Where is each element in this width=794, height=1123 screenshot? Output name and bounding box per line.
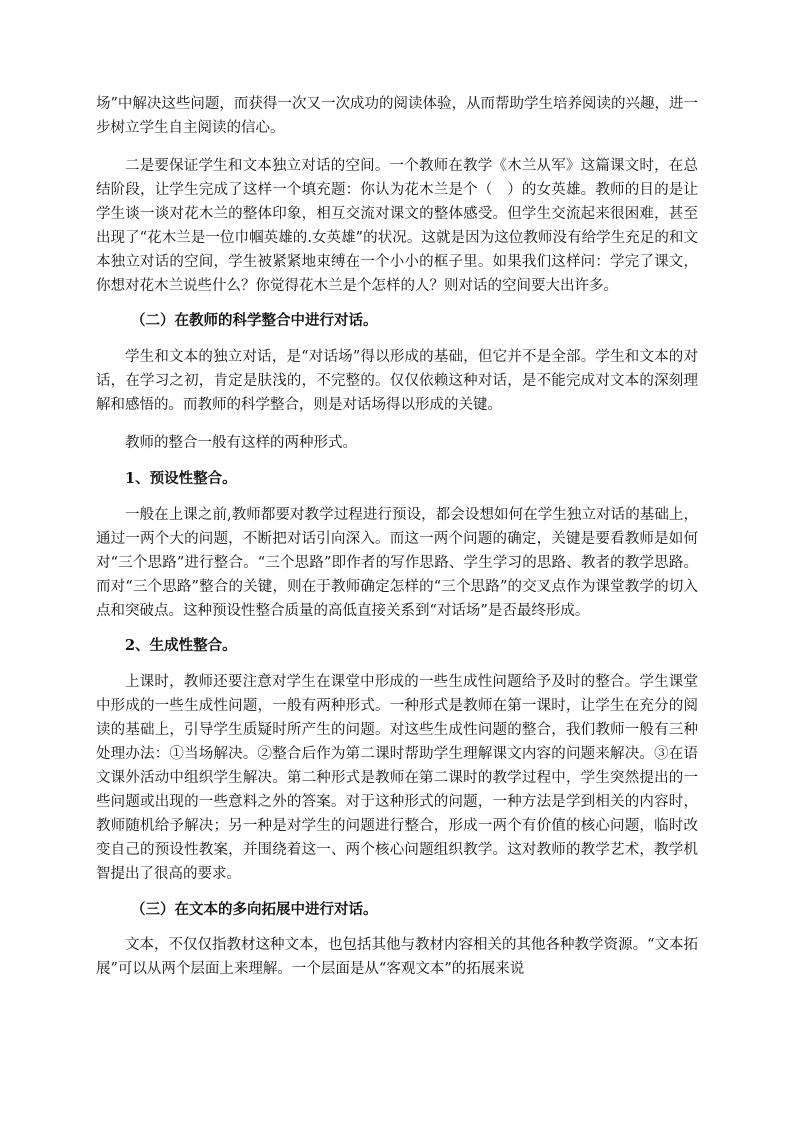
paragraph-preset-integration: 一般在上课之前,教师都要对教学过程进行预设，都会设想如何在学生独立对话的基础上，通过一两个大的问题，不断把对话引向深入。而这一两个问题的确定，关键是要看教师是如何对“三个思路”进行整合。“三个思路”即作者的写作思路、学生学习的思路、教者的教学思路。而对“三个思路”整合的关键，则在于教师确定怎样的“三个思路”的交叉点作为课堂教学的切入点和突破点。这种预设性整合质量的高低直接关系到“对话场”是否最终形成。 xyxy=(96,507,698,619)
paragraph-text-expansion: 文本，不仅仅指教材这种文本，也包括其他与教材内容相关的其他各种教学资源。“文本拓展”可以从两个层面上来理解。一个层面是从“客观文本”的拓展来说 xyxy=(96,937,698,977)
paragraph-independent-dialogue: 学生和文本的独立对话，是“对话场”得以形成的基础，但它并不是全部。学生和文本的对话，在学习之初，肯定是肤浅的，不完整的。仅仅依赖这种对话，是不能完成对文本的深刻理解和感悟的。而教师的科学整合，则是对话场得以形成的关键。 xyxy=(96,349,698,413)
document-page xyxy=(96,92,698,981)
paragraph-generative-integration: 上课时，教师还要注意对学生在课堂中形成的一些生成性问题给予及时的整合。学生课堂中形成的一些生成性问题，一般有两种形式。一种形式是教师在第一课时，让学生在充分的阅读的基础上，引导学生质疑时所产生的问题。对这些生成性问题的整合，我们教师一般有三种处理办法：①当场解决。②整合后作为第二课时帮助学生理解课文内容的问题来解决。③在语文课外活动中组织学生解决。第二种形式是教师在第二课时的教学过程中，学生突然提出的一些问题或出现的一些意料之外的答案。对于这种形式的问题，一种方法是学到相关的内容时，教师随机给予解决；另一种是对学生的问题进行整合，形成一两个有价值的核心问题，临时改变自己的预设性教案，并围绕着这一、两个核心问题组织教学。这对教师的教学艺术，教学机智提出了很高的要求。 xyxy=(96,674,698,882)
section-heading-3: （三）在文本的多向拓展中进行对话。 xyxy=(131,901,378,918)
paragraph-continuation: 场”中解决这些问题，而获得一次又一次成功的阅读体验，从而帮助学生培养阅读的兴趣，进一步树立学生自主阅读的信心。 xyxy=(96,96,698,136)
section-heading-2: （二）在教师的科学整合中进行对话。 xyxy=(131,312,378,329)
paragraph-integration-forms: 教师的整合一般有这样的两种形式。 xyxy=(125,435,357,451)
subheading-generative-integration: 2、生成性整合。 xyxy=(125,637,237,654)
subheading-preset-integration: 1、预设性整合。 xyxy=(125,470,237,487)
paragraph-dialogue-space: 二是要保证学生和文本独立对话的空间。一个教师在教学《木兰从军》这篇课文时，在总结阶段，让学生完成了这样一个填充题：你认为花木兰是个（ ）的女英雄。教师的目的是让学生谈一谈对花木兰的整体印象，相互交流对课文的整体感受。但学生交流起来很困难，甚至出现了“花木兰是一位巾帼英雄的.女英雄”的状况。这就是因为这位教师没有给学生充足的和文本独立对话的空间，学生被紧紧地束缚在一个小小的框子里。如果我们这样问：学完了课文，你想对花木兰说些什么？你觉得花木兰是个怎样的人？则对话的空间要大出许多。 xyxy=(96,158,698,294)
